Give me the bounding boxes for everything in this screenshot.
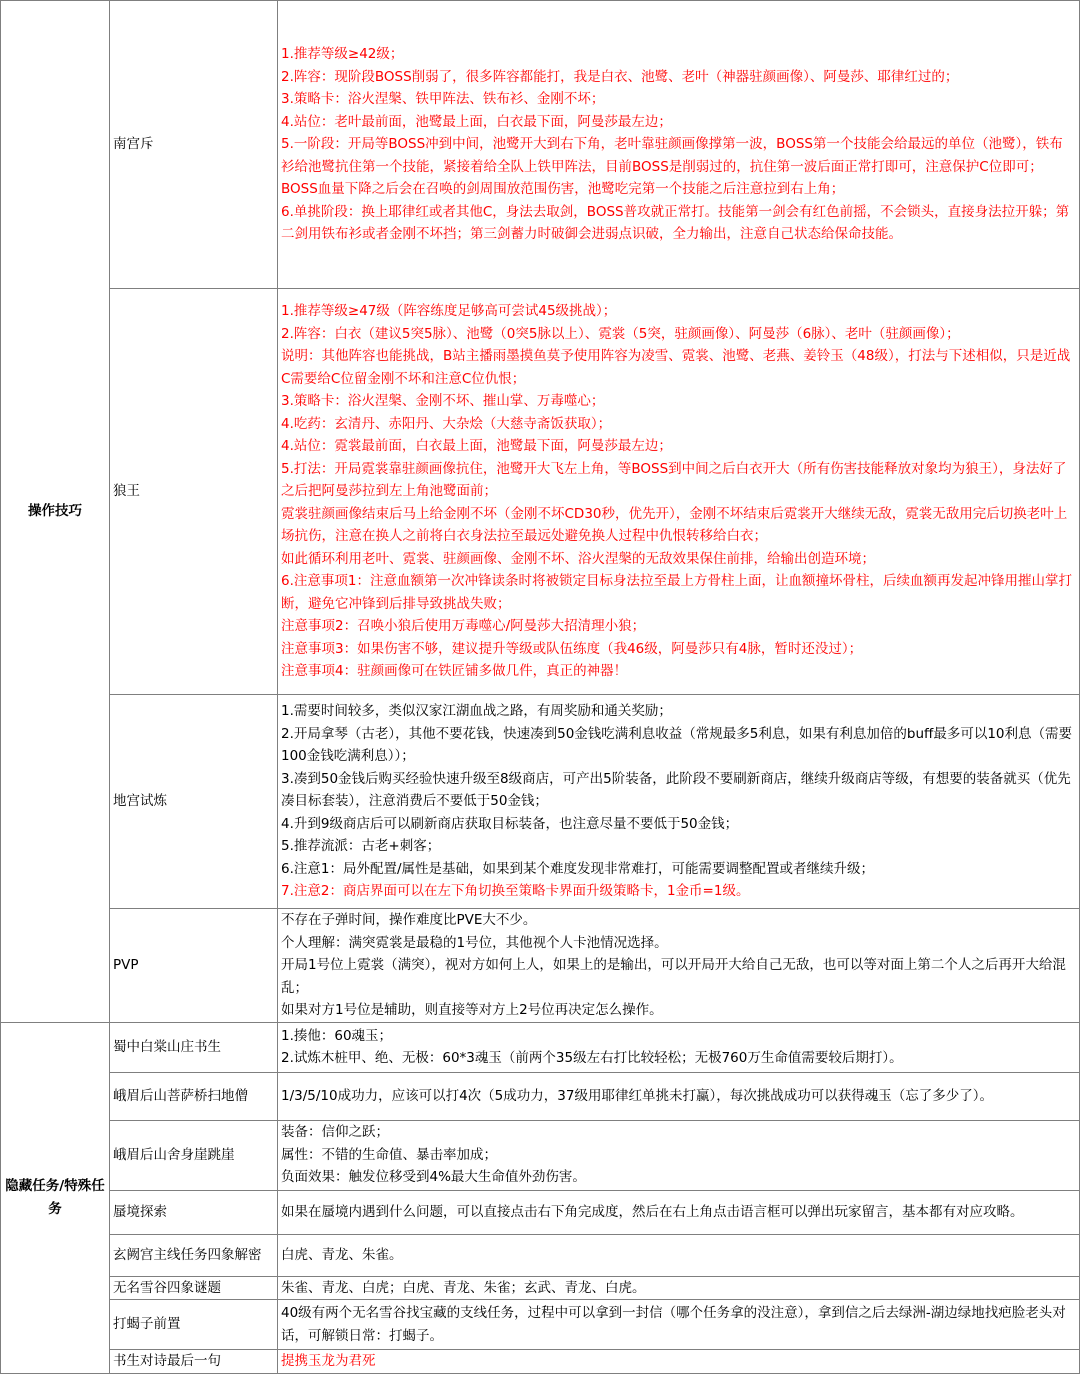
subtopic-cell: 蜀中白棠山庄书生 bbox=[110, 1022, 278, 1072]
content-line: 负面效果：触发位移受到4%最大生命值外劲伤害。 bbox=[281, 1169, 586, 1186]
table-row bbox=[1, 1120, 1080, 1190]
content-line: 如此循环利用老叶、霓裳、驻颜画像、金刚不坏、浴火涅槃的无敌效果保住前排，给输出创造环境； bbox=[281, 550, 875, 567]
content-cell bbox=[278, 1072, 1080, 1120]
content-line: 白虎、青龙、朱雀。 bbox=[281, 1246, 403, 1263]
subtopic-cell: 蜃境探索 bbox=[110, 1190, 278, 1234]
category-cell: 操作技巧 bbox=[1, 1, 110, 1023]
content-line: 注意事项3：如果伤害不够，建议提升等级或队伍练度（我46级，阿曼莎只有4脉，暂时还没过）； bbox=[281, 640, 863, 657]
subtopic-cell: PVP bbox=[110, 909, 278, 1023]
content-line: 2.开局拿琴（古老），其他不要花钱，快速凑到50金钱吃满利息收益（常规最多5利息，如果有利息加倍的buff最多可以10利息（需要100金钱吃满利息））； bbox=[281, 725, 1073, 765]
subtopic-cell: 打蝎子前置 bbox=[110, 1300, 278, 1350]
subtopic-cell: 书生对诗最后一句 bbox=[110, 1350, 278, 1374]
subtopic-cell: 地宫试炼 bbox=[110, 695, 278, 909]
content-line: 5.一阶段：开局等BOSS冲到中间，池鹭开大到右下角，老叶靠驻颜画像撑第一波，BOSS第一个技能会给最远的单位（池鹭），铁布衫给池鹭抗住第一个技能，紧接着给全队上铁甲阵法，目前BOSS是削弱过的，抗住第一波后面正常打即可，注意保护C位即可； bbox=[281, 136, 1063, 175]
subtopic-cell: 无名雪谷四象谜题 bbox=[110, 1276, 278, 1300]
table-row bbox=[1, 1234, 1080, 1276]
content-line: 注意事项2：召唤小狼后使用万毒噬心/阿曼莎大招清理小狼； bbox=[281, 618, 646, 635]
table-row bbox=[1, 1276, 1080, 1300]
subtopic-cell: 狼王 bbox=[110, 289, 278, 695]
content-cell bbox=[278, 1300, 1080, 1350]
table-row bbox=[1, 1350, 1080, 1374]
content-cell bbox=[278, 1190, 1080, 1234]
table-row bbox=[1, 1, 1080, 289]
table-row bbox=[1, 289, 1080, 695]
table-row bbox=[1, 695, 1080, 909]
subtopic-cell: 南宫斥 bbox=[110, 1, 278, 289]
content-line: 6.单挑阶段：换上耶律红或者其他C，身法去取剑，BOSS普攻就正常打。技能第一剑会有红色前摇，不会锁头，直接身法拉开躲；第二剑用铁布衫或者金刚不坏挡；第三剑蓄力时破御会进弱点识破，全力输出，注意自己状态给保命技能。 bbox=[281, 203, 1070, 243]
table-row bbox=[1, 1190, 1080, 1234]
content-line: 3.凑到50金钱后购买经验快速升级至8级商店，可产出5阶装备，此阶段不要刷新商店，继续升级商店等级，有想要的装备就买（优先凑目标套装），注意消费后不要低于50金钱； bbox=[281, 770, 1071, 810]
table-row bbox=[1, 1300, 1080, 1350]
content-line: 注意事项4：驻颜画像可在铁匠铺多做几件，真正的神器！ bbox=[281, 663, 628, 680]
content-line: 1.推荐等级≥42级； bbox=[281, 46, 404, 63]
content-line: 说明：其他阵容也能挑战，B站主播雨墨摸鱼莫予使用阵容为凌雪、霓裳、池鹭、老燕、姜铃玉（48级），打法与下述相似，只是近战C需要给C位留金刚不坏和注意C位仇恨； bbox=[281, 348, 1071, 387]
subtopic-cell: 峨眉后山菩萨桥扫地僧 bbox=[110, 1072, 278, 1120]
content-cell bbox=[278, 695, 1080, 909]
content-line: 如果对方1号位是辅助，则直接等对方上2号位再决定怎么操作。 bbox=[281, 1002, 663, 1018]
content-line: 5.打法：开局霓裳靠驻颜画像抗住，池鹭开大飞左上角，等BOSS到中间之后白衣开大（所有伤害技能释放对象均为狼王），身法好了之后把阿曼莎拉到左上角池鹭面前； bbox=[281, 460, 1067, 500]
content-line: 2.阵容：现阶段BOSS削弱了，很多阵容都能打，我是白衣、池鹭、老叶（神器驻颜画像）、阿曼莎、耶律红过的； bbox=[281, 68, 959, 85]
content-line: 5.推荐流派：古老+刺客； bbox=[281, 838, 441, 855]
content-cell bbox=[278, 289, 1080, 695]
content-line: 4.吃药：玄清丹、赤阳丹、大杂烩（大慈寺斋饭获取）； bbox=[281, 415, 612, 432]
table-row bbox=[1, 909, 1080, 1023]
content-line: 1.推荐等级≥47级（阵容练度足够高可尝试45级挑战）； bbox=[281, 303, 617, 320]
content-cell bbox=[278, 1234, 1080, 1276]
content-line: 1.揍他：60魂玉； bbox=[281, 1027, 393, 1044]
content-line: 提携玉龙为君死 bbox=[281, 1353, 376, 1369]
content-cell bbox=[278, 1022, 1080, 1072]
content-line: 不存在子弹时间，操作难度比PVE大不少。 bbox=[281, 912, 537, 928]
content-line: 1.需要时间较多，类似汉家江湖血战之路，有周奖励和通关奖励； bbox=[281, 703, 672, 720]
content-line: 3.策略卡：浴火涅槃、铁甲阵法、铁布衫、金刚不坏； bbox=[281, 91, 605, 108]
content-line: 2.阵容：白衣（建议5突5脉）、池鹭（0突5脉以上）、霓裳（5突，驻颜画像）、阿曼莎（6脉）、老叶（驻颜画像）； bbox=[281, 325, 960, 342]
subtopic-cell: 玄阙宫主线任务四象解密 bbox=[110, 1234, 278, 1276]
table-row bbox=[1, 1022, 1080, 1072]
content-line: 40级有两个无名雪谷找宝藏的支线任务，过程中可以拿到一封信（哪个任务拿的没注意），拿到信之后去绿洲-湖边绿地找疤脸老头对话，可解锁日常：打蝎子。 bbox=[281, 1305, 1066, 1344]
content-line: BOSS血量下降之后会在召唤的剑周围放范围伤害，池鹭吃完第一个技能之后注意拉到右上角； bbox=[281, 181, 845, 198]
content-line: 6.注意事项1：注意血额第一次冲锋读条时将被锁定目标身法拉至最上方骨柱上面，让血额撞坏骨柱，后续血额再发起冲锋用摧山掌打断，避免它冲锋到后排导致挑战失败； bbox=[281, 573, 1072, 612]
content-cell bbox=[278, 1120, 1080, 1190]
category-cell: 隐藏任务/特殊任务 bbox=[1, 1022, 110, 1373]
content-line: 3.策略卡：浴火涅槃、金刚不坏、摧山掌、万毒噬心； bbox=[281, 393, 605, 410]
content-line: 2.试炼木桩甲、绝、无极：60*3魂玉（前两个35级左右打比较轻松；无极760万生命值需要较后期打）。 bbox=[281, 1050, 903, 1066]
subtopic-cell: 峨眉后山舍身崖跳崖 bbox=[110, 1120, 278, 1190]
content-line: 7.注意2：商店界面可以在左下角切换至策略卡界面升级策略卡，1金币=1级。 bbox=[281, 883, 750, 900]
content-line: 开局1号位上霓裳（满突），视对方如何上人，如果上的是输出，可以开局开大给自己无敌，也可以等对面上第二个人之后再开大给混乱； bbox=[281, 957, 1066, 996]
content-line: 4.升到9级商店后可以刷新商店获取目标装备，也注意尽量不要低于50金钱； bbox=[281, 815, 739, 832]
content-line: 4.站位：老叶最前面，池鹭最上面，白衣最下面，阿曼莎最左边； bbox=[281, 113, 672, 130]
content-line: 朱雀、青龙、白虎；白虎、青龙、朱雀；玄武、青龙、白虎。 bbox=[281, 1279, 646, 1296]
table-row bbox=[1, 1072, 1080, 1120]
guide-table-body bbox=[1, 1, 1080, 1374]
content-line: 如果在蜃境内遇到什么问题，可以直接点击右下角完成度，然后在右上角点击语言框可以弹出玩家留言，基本都有对应攻略。 bbox=[281, 1203, 1024, 1220]
content-cell bbox=[278, 909, 1080, 1023]
content-line: 装备：信仰之跃； bbox=[281, 1124, 389, 1141]
content-cell bbox=[278, 1276, 1080, 1300]
content-line: 6.注意1：局外配置/属性是基础，如果到某个难度发现非常难打，可能需要调整配置或者继续升级； bbox=[281, 860, 875, 877]
content-line: 个人理解：满突霓裳是最稳的1号位，其他视个人卡池情况选择。 bbox=[281, 934, 668, 951]
content-line: 4.站位：霓裳最前面，白衣最上面，池鹭最下面，阿曼莎最左边； bbox=[281, 438, 672, 455]
content-cell bbox=[278, 1350, 1080, 1374]
content-line: 霓裳驻颜画像结束后马上给金刚不坏（金刚不坏CD30秒，优先开），金刚不坏结束后霓裳开大继续无敌，霓裳无敌用完后切换老叶上场抗伤，注意在换人之前将白衣身法拉至最远处避免换人过程中仇恨转移给白衣； bbox=[281, 505, 1068, 545]
content-line: 1/3/5/10成功力，应该可以打4次（5成功力，37级用耶律红单挑未打赢），每次挑战成功可以获得魂玉（忘了多少了）。 bbox=[281, 1087, 993, 1104]
content-cell bbox=[278, 1, 1080, 289]
content-line: 属性：不错的生命值、暴击率加成； bbox=[281, 1146, 497, 1163]
